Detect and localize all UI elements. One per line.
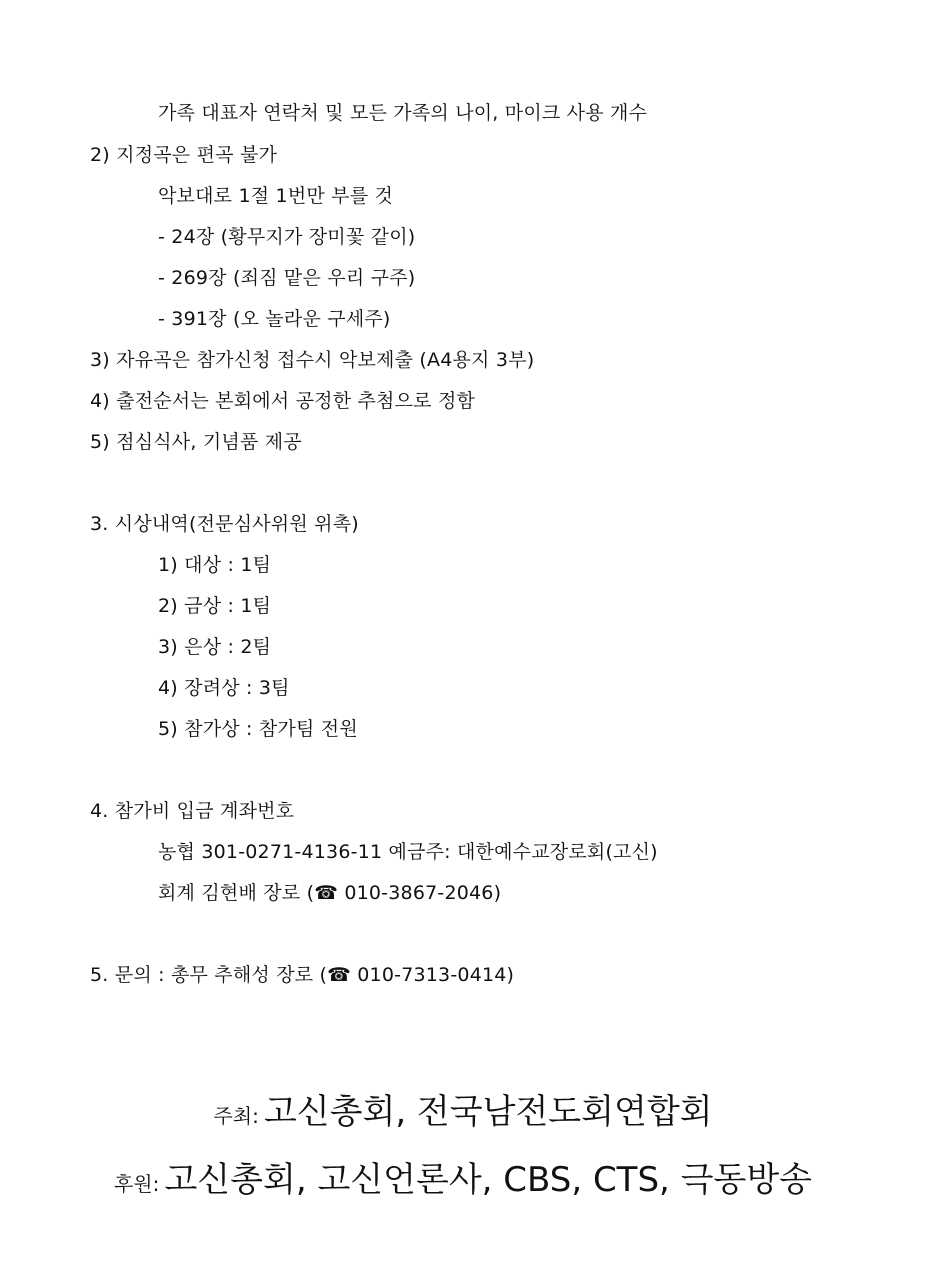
rule-item-3: 3) 자유곡은 참가신청 접수시 악보제출 (A4용지 3부) (90, 349, 535, 371)
hymn-item: - 269장 (죄짐 맡은 우리 구주) (158, 267, 416, 289)
account-heading: 4. 참가비 입금 계좌번호 (90, 800, 295, 822)
sponsor-names: 고신총회, 고신언론사, CBS, CTS, 극동방송 (164, 1160, 813, 1200)
award-item: 2) 금상 : 1팀 (158, 595, 272, 617)
sponsor-label: 후원: (113, 1172, 160, 1196)
inquiry-line: 5. 문의 : 총무 추해성 장로 (☎ 010-7313-0414) (90, 964, 515, 986)
award-item: 5) 참가상 : 참가팀 전원 (158, 718, 358, 740)
awards-heading: 3. 시상내역(전문심사위원 위촉) (90, 513, 359, 535)
treasurer-contact-line: 회계 김현배 장로 (☎ 010-3867-2046) (158, 882, 502, 904)
hymn-item: - 24장 (황무지가 장미꽃 같이) (158, 226, 416, 248)
award-item: 3) 은상 : 2팀 (158, 636, 272, 658)
rule-item-4: 4) 출전순서는 본회에서 공정한 추첨으로 정함 (90, 390, 476, 412)
rule-item-2-note: 악보대로 1절 1번만 부를 것 (158, 185, 394, 207)
rule-item-2: 2) 지정곡은 편곡 불가 (90, 144, 278, 166)
host-line (0, 1084, 926, 1133)
sponsor-line (0, 1152, 926, 1201)
award-item: 4) 장려상 : 3팀 (158, 677, 290, 699)
contact-info-line: 가족 대표자 연락처 및 모든 가족의 나이, 마이크 사용 개수 (158, 102, 648, 124)
host-names: 고신총회, 전국남전도회연합회 (263, 1092, 713, 1132)
bank-account-line: 농협 301-0271-4136-11 예금주: 대한예수교장로회(고신) (158, 841, 658, 863)
hymn-item: - 391장 (오 놀라운 구세주) (158, 308, 391, 330)
award-item: 1) 대상 : 1팀 (158, 554, 272, 576)
host-label: 주최: (213, 1104, 259, 1128)
rule-item-5: 5) 점심식사, 기념품 제공 (90, 431, 302, 453)
